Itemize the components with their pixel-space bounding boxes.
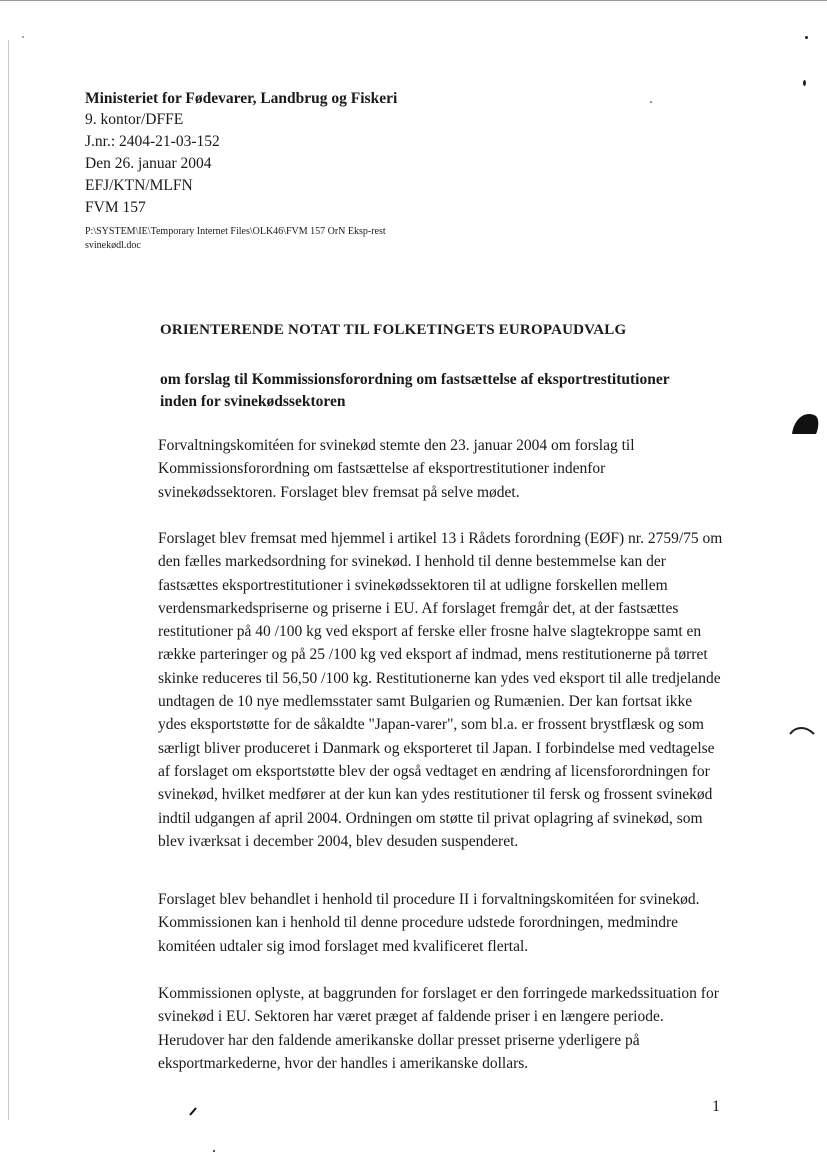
ink-blot: [790, 410, 820, 436]
document-title: ORIENTERENDE NOTAT TIL FOLKETINGETS EUROPAUDVALG: [160, 322, 627, 338]
scan-left-border: [8, 40, 9, 1120]
file-path: [85, 225, 505, 253]
scan-speck: [805, 36, 808, 39]
subtitle-line-1: om forslag til Kommissionsforordning om fastsættelse af eksportrestitutioner: [160, 371, 670, 388]
subtitle-line-2: inden for svinekødssektoren: [160, 393, 346, 410]
document-date: Den 26. januar 2004: [85, 155, 212, 172]
scan-speck: [803, 80, 806, 86]
scan-speck: [22, 36, 24, 38]
paragraph-2: Forslaget blev fremsat med hjemmel i artikel 13 i Rådets forordning (EØF) nr. 2759/75 om den fælles markedsordning for svinekød. I henhold til denne bestemmelse kan der fastsættes eksportrestitutioner i svinekødssektoren til at udligne forskellen mellem verdensmarkedspriserne og priserne i EU. Af forslaget fremgår det, at der fastsættes restitutioner på 40 /100 kg ved eksport af ferske eller frosne halve slagtekroppe samt en række parteringer og på 25 /100 kg ved eksport af indmad, mens restitutionerne på tørret skinke reduceres til 56,50 /100 kg. Restitutionerne kan ydes ved eksport til alle tredjelande undtagen de 10 nye medlemsstater samt Bulgarien og Rumænien. Der kan fortsat ikke ydes eksportstøtte for de såkaldte "Japan-varer", som bl.a. er frossent brystflæsk og som særligt bliver produceret i Danmark og eksporteret til Japan. I forbindelse med vedtagelse af forslaget om eksportstøtte blev der også vedtaget en ændring af licensforordningen for svinekød, hvilket medfører at der kun kan ydes restitutioner til fersk og frossent svinekød indtil udgangen af april 2004. Ordningen om støtte til privat oplagring af svinekød, som blev iværksat i december 2004, blev desuden suspenderet.: [158, 530, 723, 850]
document-header: [85, 88, 505, 253]
scan-top-border: [0, 0, 827, 1]
scan-speck: [650, 101, 652, 103]
paragraph-3: Forslaget blev behandlet i henhold til procedure II i forvaltningskomitéen for svinekød. Kommissionen kan i henhold til denne procedure udstede forordningen, medmindre komitéen udtaler sig imod forslaget med kvalificeret flertal.: [158, 891, 700, 955]
ink-mark: [788, 724, 818, 738]
pen-mark: [188, 1106, 198, 1116]
journal-number: J.nr.: 2404-21-03-152: [85, 133, 220, 150]
scan-speck: [213, 1150, 215, 1152]
document-subtitle: [160, 369, 720, 413]
author-initials: EFJ/KTN/MLFN: [85, 177, 193, 194]
reference-code: FVM 157: [85, 199, 146, 216]
office-line: 9. kontor/DFFE: [85, 111, 184, 128]
ministry-name: Ministeriet for Fødevarer, Landbrug og Fiskeri: [85, 90, 398, 107]
page-number: 1: [712, 1098, 720, 1115]
file-path-line-2: svinekødl.doc: [85, 240, 141, 251]
paragraph-4: Kommissionen oplyste, at baggrunden for forslaget er den forringede markedssituation for svinekød i EU. Sektoren har været præget af faldende priser i en længere periode. Herudover har den faldende amerikanske dollar presset priserne yderligere på eksportmarkederne, hvor der handles i amerikanske dollars.: [158, 985, 719, 1072]
paragraph-1: Forvaltningskomitéen for svinekød stemte den 23. januar 2004 om forslag til Kommissionsforordning om fastsættelse af eksportrestitutioner indenfor svinekødssektoren. Forslaget blev fremsat på selve mødet.: [158, 437, 635, 501]
file-path-line-1: P:\SYSTEM\IE\Temporary Internet Files\OLK46\FVM 157 OrN Eksp-rest: [85, 226, 386, 237]
